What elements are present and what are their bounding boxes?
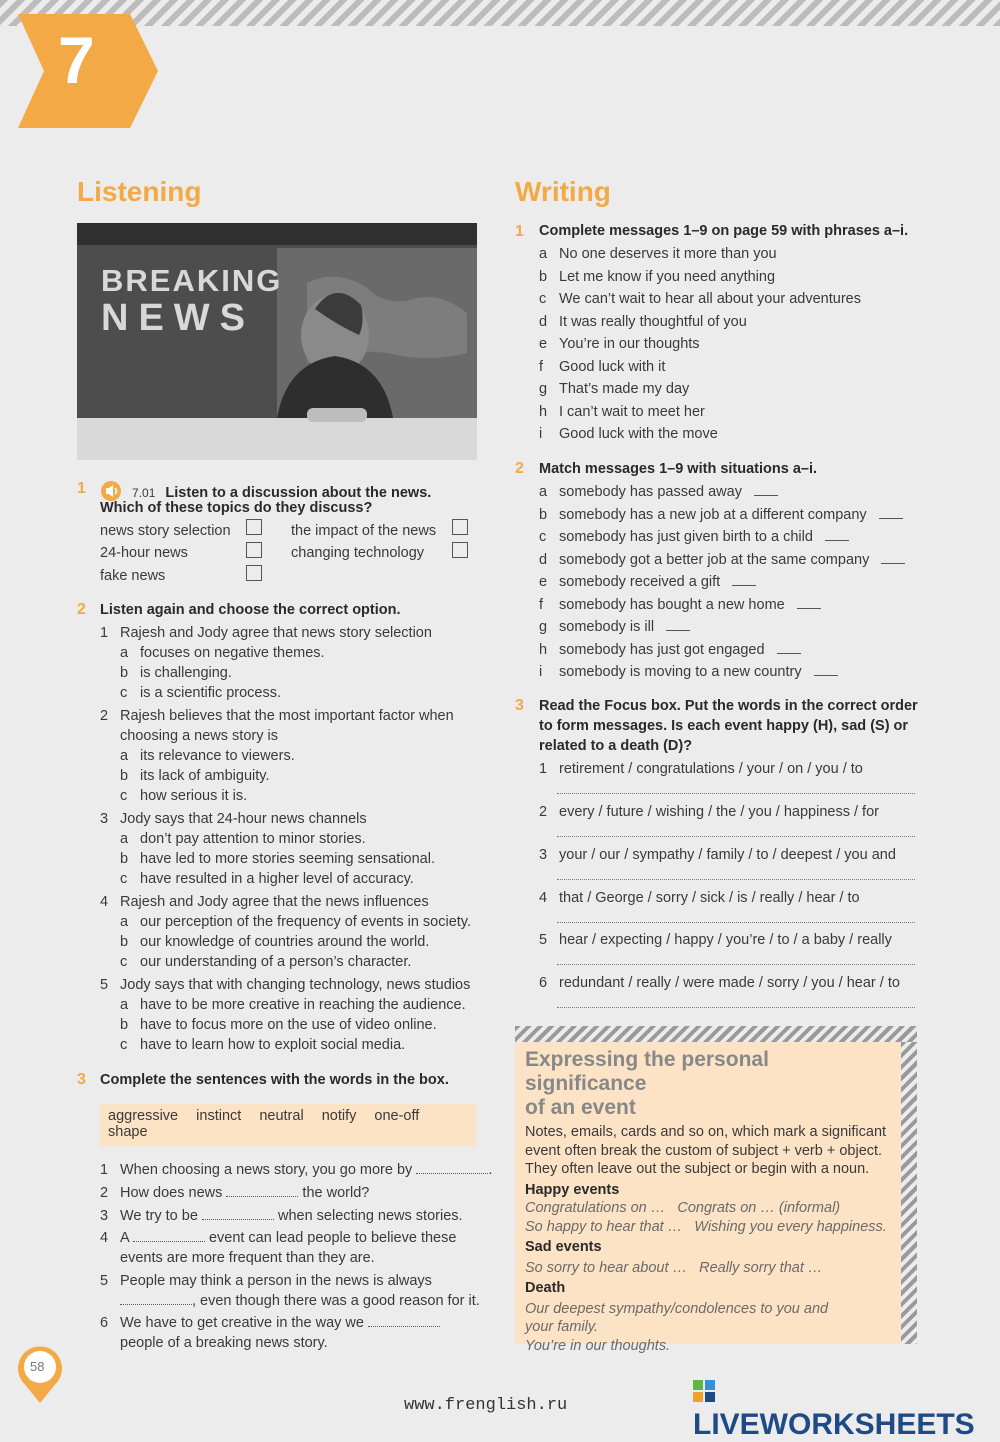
listening-ex3-number: 3	[77, 1071, 86, 1088]
situation-e-answer[interactable]	[732, 585, 756, 586]
q4-option-b[interactable]: b our knowledge of countries around the world.	[120, 934, 430, 950]
scramble-4: 4 that / George / sorry / sick / is / really / hear / to	[539, 890, 860, 906]
breaking-news-photo	[77, 223, 477, 460]
phrase-i: i Good luck with the move	[539, 426, 718, 442]
situation-c: c somebody has just given birth to a child	[539, 529, 849, 545]
situation-a-answer[interactable]	[754, 495, 778, 496]
sentence-3-gap[interactable]	[202, 1219, 274, 1220]
focus-death-heading: Death	[525, 1280, 566, 1296]
sentence-6: 6 We have to get creative in the way we	[100, 1315, 440, 1331]
phrase-c: c We can’t wait to hear all about your adventures	[539, 291, 861, 307]
sentence-5-line2: , even though there was a good reason for it.	[120, 1293, 480, 1309]
listening-ex1-title-line2: Which of these topics do they discuss?	[100, 500, 373, 516]
topic-impact-of-news: the impact of the news	[291, 523, 437, 539]
focus-title-line2: of an event	[525, 1096, 636, 1119]
topic-changing-technology: changing technology	[291, 545, 425, 561]
focus-happy-heading: Happy events	[525, 1181, 620, 1198]
focus-hatch-top	[515, 1026, 917, 1042]
phrase-a: a No one deserves it more than you	[539, 246, 777, 262]
situation-e: e somebody received a gift	[539, 574, 756, 590]
q4-option-a[interactable]: a our perception of the frequency of events in society.	[120, 914, 472, 930]
focus-intro-line2: event often break the custom of subject + verb + object.	[525, 1142, 883, 1159]
focus-hatch-right	[901, 1042, 917, 1344]
answer-line-6[interactable]	[557, 1007, 915, 1008]
focus-death-line2: your family.	[525, 1319, 599, 1335]
topic-fake-news: fake news	[100, 568, 166, 584]
sentence-4-gap[interactable]	[133, 1241, 205, 1242]
audio-track-number: 7.01	[132, 486, 156, 500]
listening-ex1-title-line1: Listen to a discussion about the news.	[165, 485, 432, 501]
q3-option-c[interactable]: c have resulted in a higher level of accuracy.	[120, 871, 414, 887]
footer-url[interactable]: www.frenglish.ru	[404, 1396, 568, 1415]
sentence-6-gap[interactable]	[368, 1326, 440, 1327]
listening-ex1-number: 1	[77, 480, 86, 497]
topic-news-story-selection: news story selection	[100, 523, 231, 539]
situation-d-answer[interactable]	[881, 563, 905, 564]
word-box	[100, 1104, 476, 1146]
writing-ex2-number: 2	[515, 460, 524, 477]
page-number: 58	[30, 1359, 45, 1374]
listening-ex2-number: 2	[77, 601, 86, 618]
situation-g-answer[interactable]	[666, 630, 690, 631]
checkbox-24-hour-news[interactable]	[246, 542, 262, 558]
focus-sad-heading: Sad events	[525, 1239, 602, 1255]
q5-stem: 5 Jody says that with changing technology, news studios	[100, 977, 471, 993]
q2-option-b[interactable]: b its lack of ambiguity.	[120, 768, 270, 784]
situation-b-answer[interactable]	[879, 518, 903, 519]
writing-title: Writing	[515, 176, 611, 207]
phrase-d: d It was really thoughtful of you	[539, 314, 747, 330]
situation-a: a somebody has passed away	[539, 484, 778, 500]
focus-death-line1: Our deepest sympathy/condolences to you and	[525, 1300, 829, 1317]
breaking-news-line2: NEWS	[101, 297, 255, 339]
situation-f-answer[interactable]	[797, 608, 821, 609]
unit-number: 7	[58, 23, 95, 97]
q3-option-b[interactable]: b have led to more stories seeming sensational.	[120, 851, 435, 867]
scramble-1: 1 retirement / congratulations / your / on / you / to	[539, 761, 863, 777]
scramble-3: 3 your / our / sympathy / family / to / deepest / you and	[539, 847, 896, 863]
news-anchor-image	[77, 223, 477, 460]
q2-stem: 2 Rajesh believes that the most important factor when	[100, 708, 454, 724]
writing-ex2-title: Match messages 1–9 with situations a–i.	[539, 461, 818, 477]
sentence-2: 2 How does news the world?	[100, 1185, 370, 1201]
focus-sad-row: So sorry to hear about … Really sorry that …	[525, 1259, 823, 1276]
q2-option-a[interactable]: a its relevance to viewers.	[120, 748, 295, 764]
situation-f: f somebody has bought a new home	[539, 597, 821, 613]
focus-box	[515, 1026, 917, 1354]
breaking-news-line1: BREAKING	[101, 263, 283, 298]
listening-ex2-title: Listen again and choose the correct option.	[100, 602, 401, 618]
q5-option-c[interactable]: c have to learn how to exploit social media.	[120, 1037, 406, 1053]
sentence-5: 5 People may think a person in the news is always	[100, 1273, 432, 1289]
focus-intro-line1: Notes, emails, cards and so on, which mark a significant	[525, 1124, 887, 1140]
q5-option-a[interactable]: a have to be more creative in reaching the audience.	[120, 997, 466, 1013]
writing-ex3-title-line1: Read the Focus box. Put the words in the correct order	[539, 698, 918, 714]
phrase-f: f Good luck with it	[539, 359, 666, 375]
focus-intro-line3: They often leave out the subject or begin with a noun.	[525, 1161, 870, 1177]
sentence-4-line2: events are more frequent than they are.	[120, 1250, 375, 1266]
sentence-1-gap[interactable]	[416, 1173, 488, 1174]
q1-option-c[interactable]: c is a scientific process.	[120, 685, 282, 701]
answer-line-4[interactable]	[557, 922, 915, 923]
scramble-6: 6 redundant / really / were made / sorry / you / hear / to	[539, 975, 900, 991]
situation-d: d somebody got a better job at the same company	[539, 552, 905, 568]
q2-stem-line2: choosing a news story is	[120, 728, 278, 744]
focus-title-line1: Expressing the personal significance	[525, 1048, 769, 1095]
liveworksheets-logo-icon	[693, 1380, 715, 1402]
checkbox-fake-news[interactable]	[246, 565, 262, 581]
situation-i: i somebody is moving to a new country	[539, 664, 838, 680]
focus-body	[515, 1042, 901, 1354]
page-number-pin	[14, 1345, 66, 1405]
q1-option-b[interactable]: b is challenging.	[120, 665, 232, 681]
q3-stem: 3 Jody says that 24-hour news channels	[100, 811, 367, 827]
word-instinct: instinct	[196, 1108, 242, 1124]
word-shape: shape	[108, 1124, 148, 1140]
sentence-3: 3 We try to be when selecting news stories.	[100, 1208, 463, 1224]
situation-i-answer[interactable]	[814, 675, 838, 676]
checkbox-news-story-selection[interactable]	[246, 519, 262, 535]
sentence-5-gap[interactable]	[120, 1304, 192, 1305]
sentence-4: 4 A event can lead people to believe these	[100, 1230, 457, 1246]
scramble-2: 2 every / future / wishing / the / you / happiness / for	[539, 804, 879, 820]
writing-ex3-title-line3: related to a death (D)?	[539, 738, 693, 754]
scramble-5: 5 hear / expecting / happy / you’re / to / a baby / really	[539, 932, 892, 948]
writing-ex1-number: 1	[515, 223, 524, 240]
situation-b: b somebody has a new job at a different company	[539, 507, 903, 523]
answer-line-2[interactable]	[557, 836, 915, 837]
writing-ex1-title: Complete messages 1–9 on page 59 with phrases a–i.	[539, 223, 909, 239]
writing-ex3-number: 3	[515, 697, 524, 714]
liveworksheets-logo-text: LIVEWORKSHEETS	[693, 1408, 975, 1441]
checkbox-changing-technology[interactable]	[452, 542, 468, 558]
checkbox-impact-of-news[interactable]	[452, 519, 468, 535]
q2-option-c[interactable]: c how serious it is.	[120, 788, 248, 804]
q1-option-a[interactable]: a focuses on negative themes.	[120, 645, 325, 661]
word-notify: notify	[321, 1108, 357, 1124]
word-aggressive: aggressive	[108, 1108, 179, 1124]
q5-option-b[interactable]: b have to focus more on the use of video online.	[120, 1017, 437, 1033]
topic-24-hour-news: 24-hour news	[100, 545, 188, 561]
q1-stem: 1 Rajesh and Jody agree that news story selection	[100, 625, 432, 641]
word-one-off: one-off	[374, 1108, 420, 1124]
answer-line-5[interactable]	[557, 964, 915, 965]
situation-g: g somebody is ill	[539, 619, 690, 635]
sentence-1: 1 When choosing a news story, you go more by .	[100, 1162, 493, 1178]
situation-c-answer[interactable]	[825, 540, 849, 541]
liveworksheets-logo	[693, 1374, 1000, 1442]
focus-happy-row1: Congratulations on … Congrats on … (informal)	[525, 1200, 841, 1216]
answer-line-3[interactable]	[557, 879, 915, 880]
phrase-e: e You’re in our thoughts	[539, 336, 700, 352]
situation-h: h somebody has just got engaged	[539, 642, 801, 658]
focus-happy-row2: So happy to hear that … Wishing you every happiness.	[525, 1218, 887, 1235]
writing-ex3-title-line2: to form messages. Is each event happy (H), sad (S) or	[539, 718, 909, 734]
situation-h-answer[interactable]	[777, 653, 801, 654]
sentence-2-gap[interactable]	[226, 1196, 298, 1197]
phrase-b: b Let me know if you need anything	[539, 269, 776, 285]
q3-option-a[interactable]: a don’t pay attention to minor stories.	[120, 831, 366, 847]
sentence-6-line2: people of a breaking news story.	[120, 1335, 328, 1351]
phrase-g: g That’s made my day	[539, 381, 690, 397]
phrase-h: h I can’t wait to meet her	[539, 404, 705, 420]
answer-line-1[interactable]	[557, 793, 915, 794]
listening-ex3-title: Complete the sentences with the words in the box.	[100, 1072, 449, 1088]
audio-speaker-icon[interactable]	[100, 480, 126, 502]
focus-death-line3: You’re in our thoughts.	[525, 1337, 671, 1354]
q4-option-c[interactable]: c our understanding of a person’s character.	[120, 954, 412, 970]
q4-stem: 4 Rajesh and Jody agree that the news influences	[100, 894, 429, 910]
listening-title: Listening	[77, 176, 202, 207]
word-neutral: neutral	[259, 1108, 304, 1124]
